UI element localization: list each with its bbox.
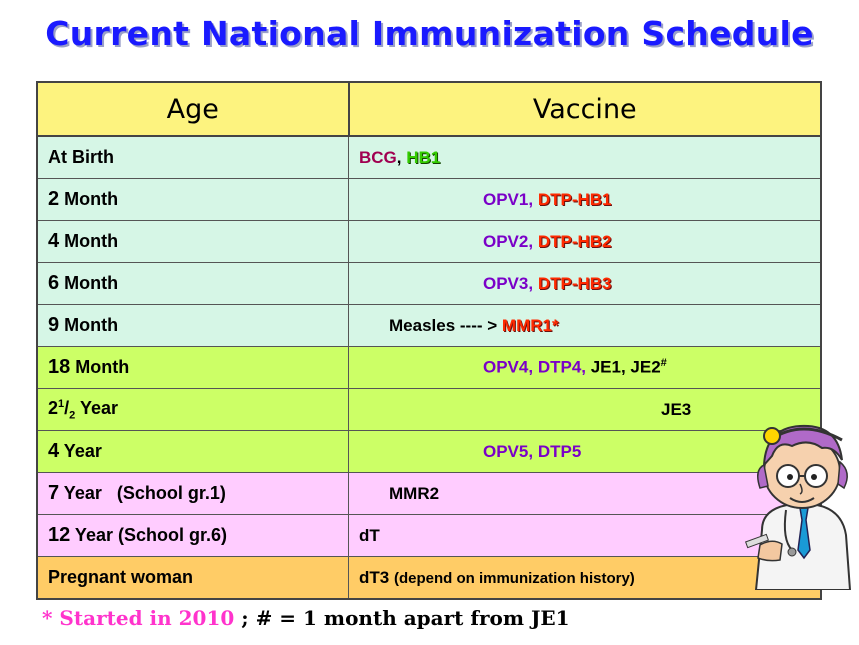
- vaccine-name: OPV5,: [483, 441, 538, 461]
- vaccine-name: DTP-HB3: [537, 273, 612, 293]
- page-title: Current National Immunization Schedule: [45, 14, 814, 53]
- vaccine-name: JE3: [661, 399, 692, 419]
- vaccine-name: DTP5: [537, 441, 582, 461]
- age-cell: [37, 473, 349, 515]
- vaccine-name: OPV1,: [483, 189, 538, 209]
- doctor-cartoon-icon: [742, 410, 857, 590]
- vaccine-name: HB1: [406, 147, 441, 167]
- table-row: [37, 179, 821, 221]
- age-number: 18: [48, 356, 71, 378]
- vaccine-cell: [349, 305, 822, 347]
- separator: ,: [396, 147, 407, 167]
- vaccine-name: DTP-HB1: [537, 189, 612, 209]
- age-cell: [37, 179, 349, 221]
- age-cell: [37, 347, 349, 389]
- age-number: 12: [48, 524, 71, 546]
- age-unit: Year: [59, 441, 102, 461]
- table-row: [37, 389, 821, 431]
- vaccine-name: JE1, JE2: [590, 357, 661, 377]
- table-row: [37, 431, 821, 473]
- age-unit: Year: [70, 525, 113, 545]
- fraction-slash: /: [64, 397, 70, 418]
- vaccine-cell: [349, 179, 822, 221]
- vaccine-cell: [349, 221, 822, 263]
- age-number: 6: [48, 272, 60, 294]
- table-row: [37, 263, 821, 305]
- age-unit: Month: [70, 357, 130, 377]
- age-note: (School gr.1): [116, 483, 226, 503]
- age-cell: [37, 221, 349, 263]
- footnote-hash: ; # = 1 month apart from JE1: [234, 606, 570, 630]
- vaccine-name: Measles ---- >: [389, 315, 502, 335]
- table-row: [37, 136, 821, 179]
- age-cell: [37, 263, 349, 305]
- footnote-mark: #: [660, 357, 667, 370]
- vaccine-name: DTP-HB2: [537, 231, 612, 251]
- table-row: [37, 305, 821, 347]
- vaccine-name: OPV4,: [483, 357, 538, 377]
- vaccine-cell: [349, 136, 822, 179]
- table-row: [37, 347, 821, 389]
- age-cell: [37, 305, 349, 347]
- fraction-denominator: 2: [69, 409, 76, 422]
- age-number: 2: [48, 188, 60, 210]
- age-cell: Pregnant woman: [37, 557, 349, 600]
- age-number: 9: [48, 314, 60, 336]
- footnote-star: * Started in 2010: [42, 606, 235, 630]
- table-row: [37, 221, 821, 263]
- vaccine-cell: [349, 347, 822, 389]
- age-number: 2: [48, 397, 59, 418]
- age-number: 4: [48, 230, 60, 252]
- age-cell: [37, 515, 349, 557]
- age-cell: At Birth: [37, 136, 349, 179]
- table-row: [37, 473, 821, 515]
- vaccine-name: BCG: [359, 147, 397, 167]
- vaccine-cell: [349, 263, 822, 305]
- header-vaccine: Vaccine: [349, 82, 822, 136]
- age-note: (School gr.6): [117, 525, 227, 545]
- vaccine-name: MMR1*: [501, 315, 559, 335]
- age-unit: Year: [59, 483, 102, 503]
- vaccine-name: OPV2,: [483, 231, 538, 251]
- age-cell: [37, 389, 349, 431]
- table-header-row: [37, 82, 821, 136]
- age-unit: Month: [59, 189, 119, 209]
- table-row: [37, 515, 821, 557]
- table-row: [37, 557, 821, 600]
- age-unit: Month: [59, 273, 119, 293]
- age-unit: Year: [75, 397, 118, 418]
- vaccine-note: (depend on immunization history): [393, 569, 635, 587]
- age-unit: Month: [59, 231, 119, 251]
- age-cell: [37, 431, 349, 473]
- vaccine-name: dT3: [359, 567, 390, 587]
- vaccine-name: OPV3,: [483, 273, 538, 293]
- age-number: 7: [48, 482, 60, 504]
- age-unit: Month: [59, 315, 119, 335]
- vaccine-name: MMR2: [389, 483, 440, 503]
- vaccine-name: DTP4,: [537, 357, 591, 377]
- vaccine-name: dT: [359, 525, 380, 545]
- fraction-numerator: 1: [58, 397, 65, 410]
- age-number: 4: [48, 440, 60, 462]
- footnote: [42, 606, 570, 630]
- header-age: Age: [37, 82, 349, 136]
- immunization-table: [36, 81, 822, 600]
